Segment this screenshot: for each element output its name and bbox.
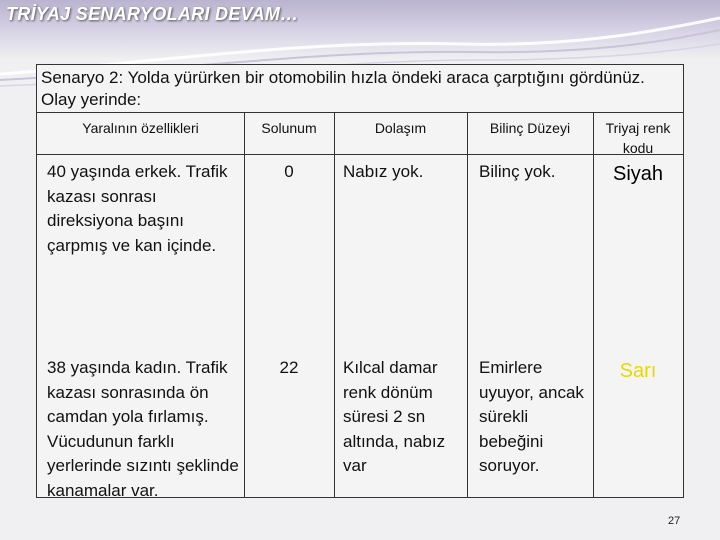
scenario-box <box>36 64 684 498</box>
header-consciousness: Bilinç Düzeyi <box>489 120 571 136</box>
scenario-text: Yolda yürürken bir otomobilin hızla öndeki araca çarptığını gördünüz. Olay yerinde: <box>41 68 645 109</box>
row1-consciousness: Bilinç yok. <box>479 162 556 181</box>
row2-breathing: 22 <box>279 358 299 377</box>
row2-consciousness: Emirlere uyuyor, ancak sürekli bebeğini soruyor. <box>479 358 584 475</box>
page-number: 27 <box>668 515 681 527</box>
scenario-description <box>41 67 677 111</box>
slide-title: TRİYAJ SENARYOLARI DEVAM… <box>6 4 299 24</box>
header-bottom-border <box>37 154 683 155</box>
scenario-label: Senaryo 2: <box>41 68 124 87</box>
header-breathing: Solunum <box>261 120 317 136</box>
row1-features: 40 yaşında erkek. Trafik kazası sonrası direksiyona başını çarpmış ve kan içinde. <box>47 162 228 255</box>
row1-triage-code: Siyah <box>612 163 664 185</box>
header-circulation: Dolaşım <box>374 120 427 136</box>
column-divider <box>334 112 335 497</box>
header-features: Yaralının özellikleri <box>82 120 199 136</box>
triage-table <box>37 112 683 500</box>
row2-circulation: Kılcal damar renk dönüm süresi 2 sn altında, nabız var <box>343 358 446 475</box>
table-top-border <box>37 112 683 113</box>
row2-features: 38 yaşında kadın. Trafik kazası sonrasında ön camdan yola fırlamış. Vücudunun farklı yerlerinde sızıntı şeklinde kanamalar var. <box>47 358 239 500</box>
row2-triage-code: Sarı <box>619 360 657 382</box>
column-divider <box>467 112 468 497</box>
row1-breathing: 0 <box>284 162 294 181</box>
header-triage-code: Triyaj renk kodu <box>605 120 671 156</box>
row1-circulation: Nabız yok. <box>343 162 424 181</box>
